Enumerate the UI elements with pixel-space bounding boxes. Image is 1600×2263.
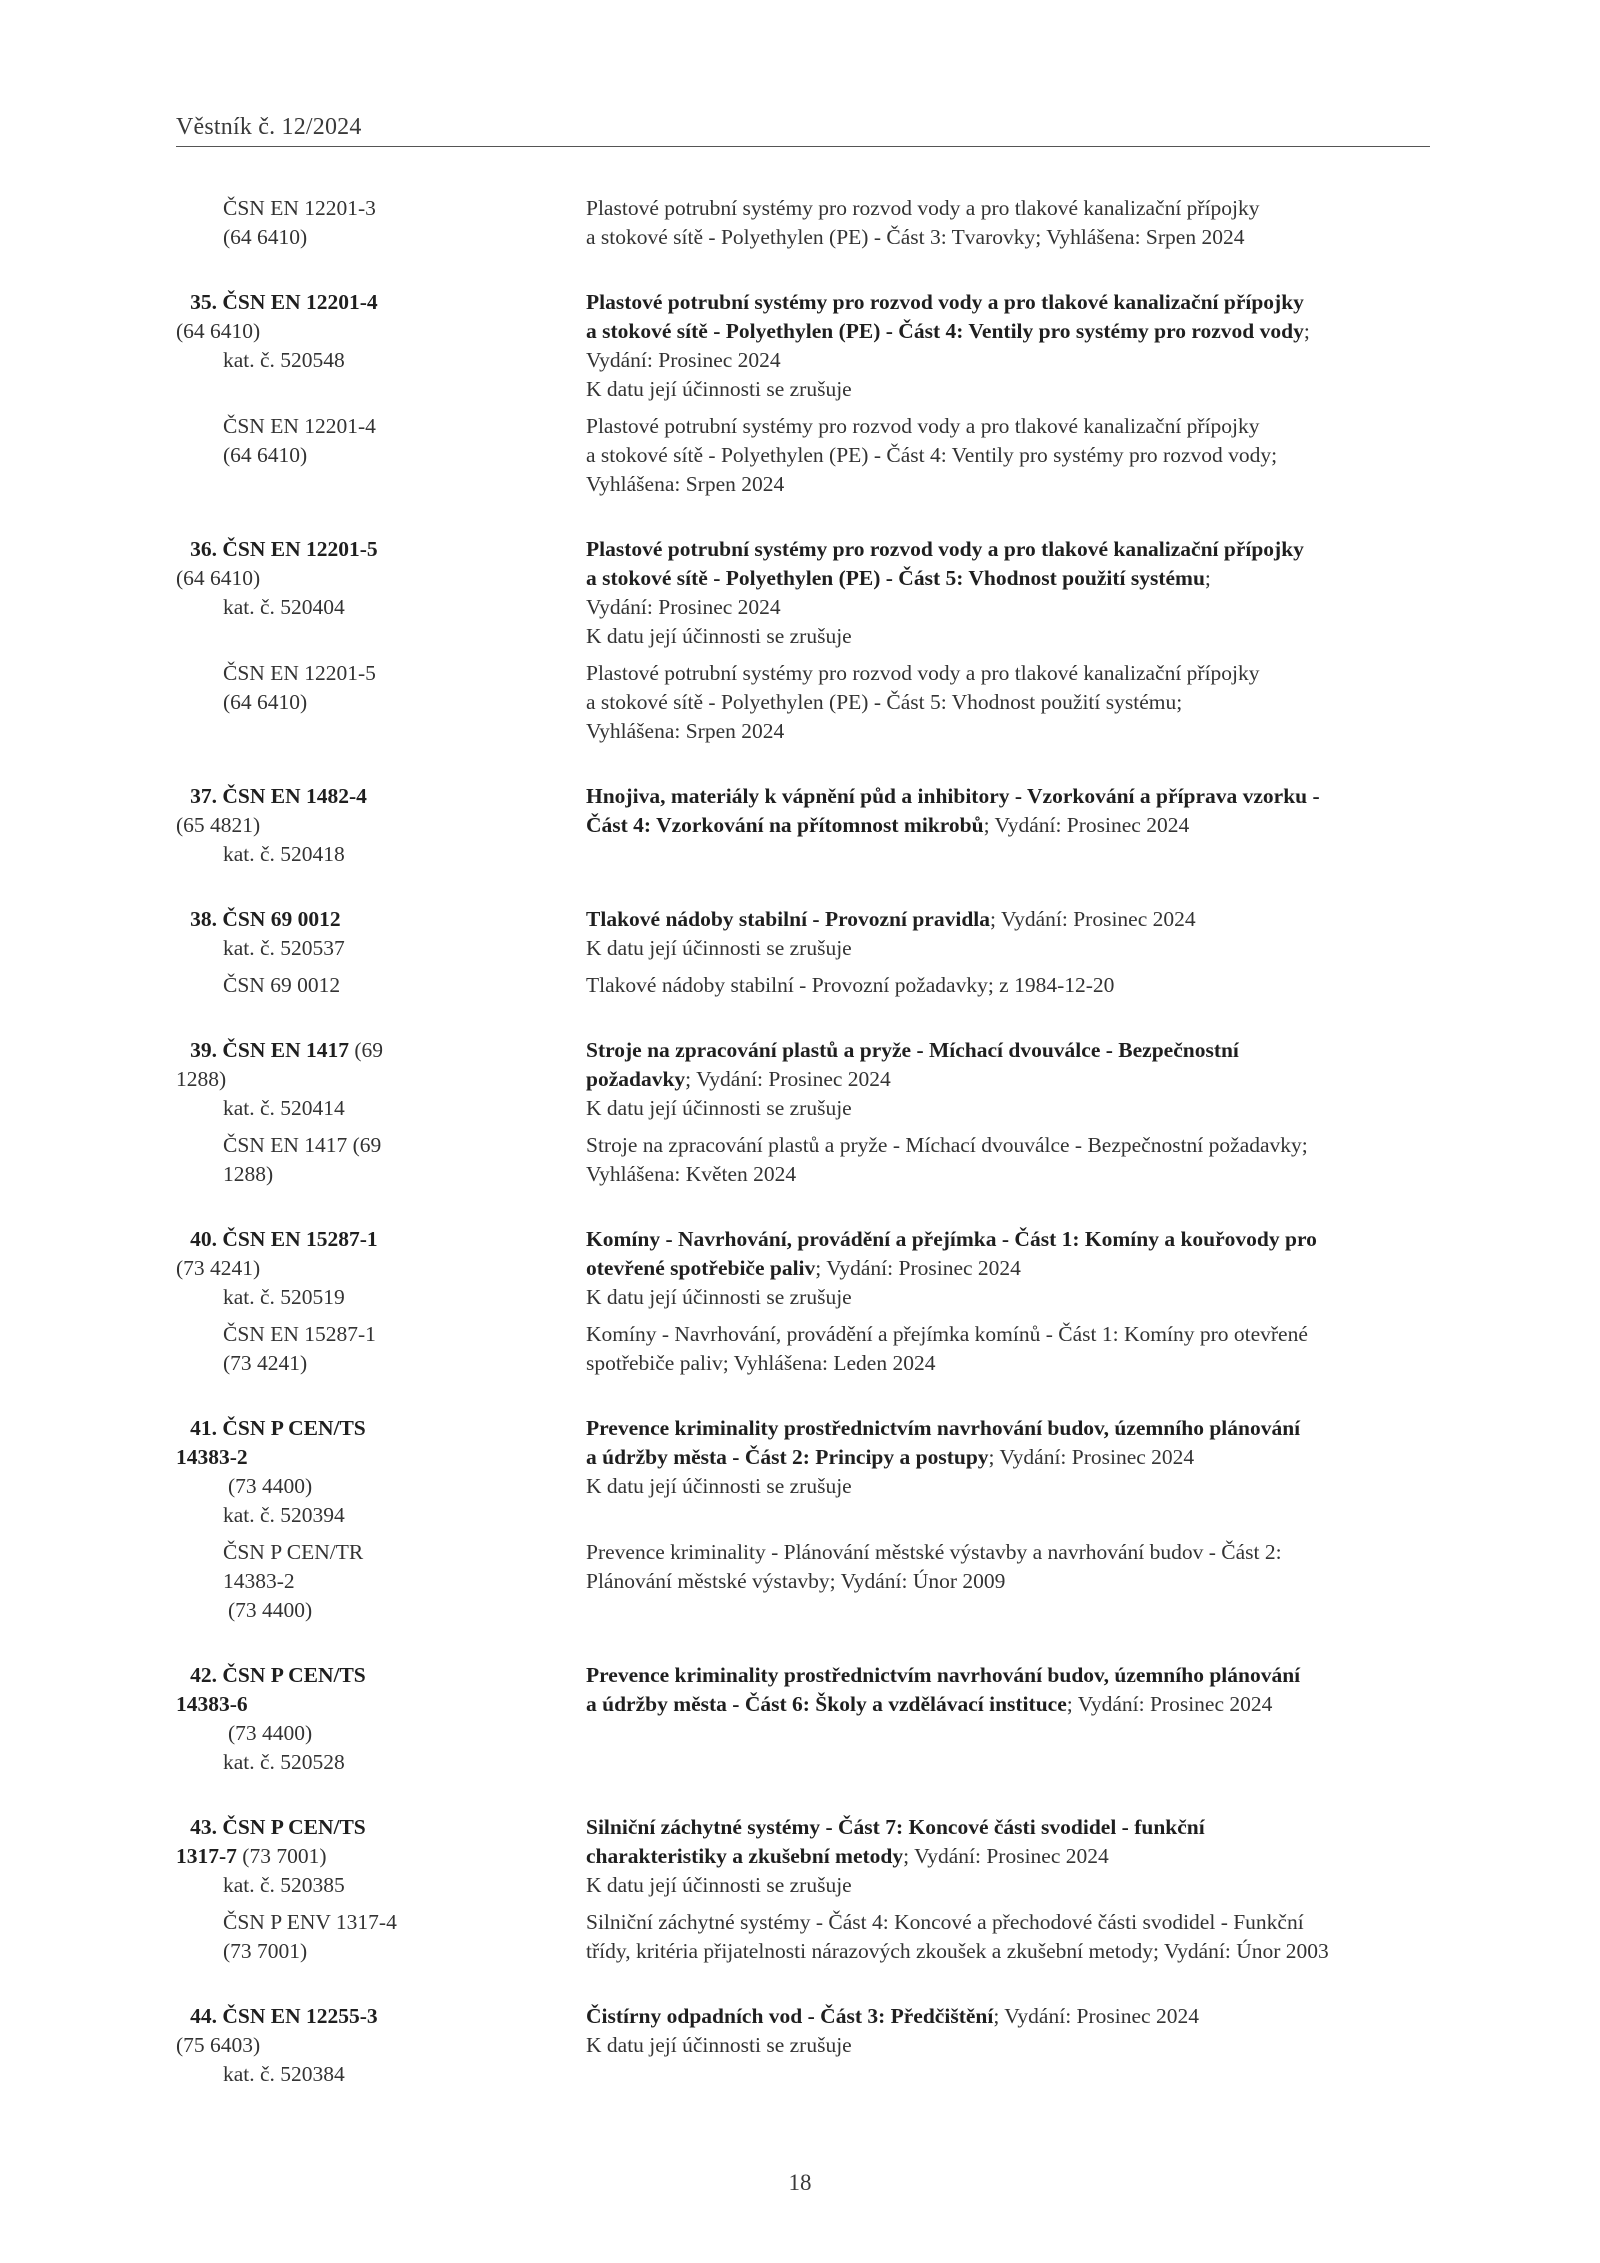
text-line: K datu její účinnosti se zrušuje: [586, 1873, 852, 1897]
text-line: Tlakové nádoby stabilní - Provozní požadavky; z 1984-12-20: [586, 973, 1115, 997]
standard-title-line: [586, 1036, 1446, 1065]
standard-title: charakteristiky a zkušební metody: [586, 1844, 904, 1868]
text-line: Vyhlášena: Květen 2024: [586, 1162, 797, 1186]
catalog-number: kat. č. 520394: [223, 1503, 345, 1527]
designation-line: [176, 1414, 400, 1472]
designation-line: [176, 1036, 400, 1094]
entry-number: 44.: [190, 2004, 217, 2028]
standard-class-number: (73 4241): [176, 1256, 261, 1280]
standard-title-block: [586, 1538, 1446, 1625]
entry-number: 38.: [190, 907, 217, 931]
text-line: a stokové sítě - Polyethylen (PE) - Část 4: Ventily pro systémy pro rozvod vody;: [586, 443, 1278, 467]
replaced-standard-row: [0, 659, 1600, 746]
running-header: Věstník č. 12/2024: [176, 114, 362, 140]
standard-title-line: [586, 535, 1446, 564]
catalog-number: kat. č. 520418: [223, 842, 345, 866]
standard-row: [0, 782, 1600, 869]
standard-title-block: [586, 1225, 1446, 1312]
list-item: [0, 288, 1600, 499]
standard-row: [0, 288, 1600, 404]
standard-title-block: [586, 1661, 1446, 1777]
standard-class-number: (73 4400): [228, 1721, 313, 1745]
text-line: K datu její účinnosti se zrušuje: [586, 936, 852, 960]
standard-title: a stokové sítě - Polyethylen (PE) - Část 4: Ventily pro systémy pro rozvod vody: [586, 319, 1304, 343]
standard-title: Prevence kriminality prostřednictvím navrhování budov, územního plánování: [586, 1416, 1301, 1440]
list-item: [0, 2002, 1600, 2089]
replaced-standard-row: [0, 1908, 1600, 1966]
replaced-standard-row: [0, 1538, 1600, 1625]
standard-title-block: [586, 1414, 1446, 1530]
standard-title-line: [586, 1065, 1446, 1094]
standard-code: ČSN 69 0012: [222, 907, 341, 931]
catalog-number: kat. č. 520548: [223, 348, 345, 372]
standard-title: Část 4: Vzorkování na přítomnost mikrobů: [586, 813, 984, 837]
standard-title-line: [586, 1254, 1446, 1283]
standard-designation: [0, 2002, 400, 2089]
catalog-number: kat. č. 520528: [223, 1750, 345, 1774]
standard-title: otevřené spotřebiče paliv: [586, 1256, 816, 1280]
standard-title-line: [586, 1661, 1446, 1690]
standard-title-block: [586, 194, 1446, 252]
standard-class-number: (73 4400): [228, 1474, 313, 1498]
standard-title-line: [586, 1414, 1446, 1443]
standards-list: [0, 194, 1600, 2125]
standard-class-number: (64 6410): [176, 319, 261, 343]
replaced-standard-code: ČSN EN 12201-3 (64 6410): [223, 196, 376, 249]
text-line: Prevence kriminality - Plánování městské výstavby a navrhování budov - Část 2:: [586, 1540, 1282, 1564]
standard-row: [0, 1414, 1600, 1530]
text-line: Plánování městské výstavby; Vydání: Únor 2009: [586, 1569, 1006, 1593]
standard-row: [0, 1036, 1600, 1123]
issue-info: ; Vydání: Prosinec 2024: [988, 1445, 1195, 1469]
entry-number: 43.: [190, 1815, 217, 1839]
standard-code: ČSN EN 15287-1: [222, 1227, 378, 1251]
standard-title: a údržby města - Část 6: Školy a vzdělávací instituce: [586, 1692, 1067, 1716]
standard-designation: [0, 1225, 400, 1312]
standard-title: Komíny - Navrhování, provádění a přejímka - Část 1: Komíny a kouřovody pro: [586, 1227, 1317, 1251]
standard-class-number: (65 4821): [176, 813, 261, 837]
text-line: Vydání: Prosinec 2024: [586, 595, 781, 619]
entry-number: 37.: [190, 784, 217, 808]
standard-code: ČSN EN 12201-4: [222, 290, 378, 314]
issue-info: ; Vydání: Prosinec 2024: [1066, 1692, 1273, 1716]
replaced-standard-row: [0, 412, 1600, 499]
list-item: [0, 1661, 1600, 1777]
standard-designation: [0, 1414, 400, 1530]
standard-title-block: [586, 288, 1446, 404]
standard-designation: [0, 1538, 400, 1625]
standard-title: a stokové sítě - Polyethylen (PE) - Část 5: Vhodnost použití systému: [586, 566, 1205, 590]
text-line: Stroje na zpracování plastů a pryže - Míchací dvouválce - Bezpečnostní požadavky;: [586, 1133, 1308, 1157]
standard-designation: [0, 194, 400, 252]
issue-info: ; Vydání: Prosinec 2024: [903, 1844, 1109, 1868]
header-rule: [176, 146, 1430, 147]
standard-title-line: [586, 2002, 1446, 2031]
standard-title-block: [586, 659, 1446, 746]
text-line: K datu její účinnosti se zrušuje: [586, 2033, 852, 2057]
standard-designation: [0, 1908, 400, 1966]
text-line: K datu její účinnosti se zrušuje: [586, 1285, 852, 1309]
designation-line: [176, 535, 400, 593]
standard-designation: [0, 1320, 400, 1378]
standard-row: [0, 905, 1600, 963]
standard-title: Plastové potrubní systémy pro rozvod vody a pro tlakové kanalizační přípojky: [586, 537, 1304, 561]
standard-title-line: [586, 288, 1446, 317]
entry-number: 40.: [190, 1227, 217, 1251]
catalog-number: kat. č. 520537: [223, 936, 345, 960]
standard-code: ČSN EN 12255-3: [222, 2004, 378, 2028]
standard-title: Čistírny odpadních vod - Část 3: Předčištění: [586, 2004, 994, 2028]
standard-row: [0, 1661, 1600, 1777]
standard-title: Tlakové nádoby stabilní - Provozní pravidla: [586, 907, 990, 931]
standard-title-line: [586, 1225, 1446, 1254]
standard-title: Prevence kriminality prostřednictvím navrhování budov, územního plánování: [586, 1663, 1301, 1687]
replaced-standard-row: [0, 1131, 1600, 1189]
standard-title: Stroje na zpracování plastů a pryže - Míchací dvouválce - Bezpečnostní: [586, 1038, 1239, 1062]
standard-row: [0, 1813, 1600, 1900]
entry-number: 39.: [190, 1038, 217, 1062]
standard-class-number: (64 6410): [176, 566, 261, 590]
standard-row: [0, 2002, 1600, 2089]
designation-line: [176, 2002, 400, 2060]
text-line: spotřebiče paliv; Vyhlášena: Leden 2024: [586, 1351, 936, 1375]
text-line: Vydání: Prosinec 2024: [586, 348, 781, 372]
standard-title: Plastové potrubní systémy pro rozvod vody a pro tlakové kanalizační přípojky: [586, 290, 1304, 314]
designation-line: [176, 782, 400, 840]
replaced-standard-row: [0, 1320, 1600, 1378]
standard-title-line: [586, 1443, 1446, 1472]
standard-title-block: [586, 1131, 1446, 1189]
standard-code: ČSN EN 1417: [222, 1038, 350, 1062]
entry-number: 42.: [190, 1663, 217, 1687]
standard-row: [0, 535, 1600, 651]
standard-title: a údržby města - Část 2: Principy a postupy: [586, 1445, 989, 1469]
text-line: K datu její účinnosti se zrušuje: [586, 377, 852, 401]
replaced-standard-row: [0, 971, 1600, 1000]
standard-code: ČSN P CEN/TS 14383-2: [176, 1416, 366, 1469]
standard-title-block: [586, 2002, 1446, 2089]
standard-title-block: [586, 1813, 1446, 1900]
entry-number: 41.: [190, 1416, 217, 1440]
issue-info: ; Vydání: Prosinec 2024: [983, 813, 1190, 837]
list-item: [0, 194, 1600, 252]
standard-designation: [0, 412, 400, 499]
catalog-number: kat. č. 520384: [223, 2062, 345, 2086]
list-item: [0, 1414, 1600, 1625]
list-item: [0, 535, 1600, 746]
standard-code: ČSN EN 12201-5: [222, 537, 378, 561]
catalog-number: kat. č. 520385: [223, 1873, 345, 1897]
standard-title-block: [586, 1320, 1446, 1378]
standard-row: [0, 194, 1600, 252]
catalog-number: kat. č. 520404: [223, 595, 345, 619]
standard-title-block: [586, 535, 1446, 651]
list-item: [0, 782, 1600, 869]
designation-line: [176, 1813, 400, 1871]
standard-title-line: [586, 317, 1446, 346]
designation-line: [176, 1661, 400, 1719]
replaced-standard-code: ČSN EN 15287-1 (73 4241): [223, 1322, 376, 1375]
list-item: [0, 1036, 1600, 1189]
list-item: [0, 1813, 1600, 1966]
standard-designation: [0, 535, 400, 651]
standard-class-number: (75 6403): [176, 2033, 261, 2057]
standard-title: požadavky: [586, 1067, 686, 1091]
text-line: Plastové potrubní systémy pro rozvod vody a pro tlakové kanalizační přípojky: [586, 196, 1260, 220]
list-item: [0, 1225, 1600, 1378]
text-line: K datu její účinnosti se zrušuje: [586, 1474, 852, 1498]
standard-class-number: (69 1288): [176, 1038, 384, 1091]
standard-designation: [0, 971, 400, 1000]
standard-title-line: [586, 1690, 1446, 1719]
standard-title-line: [586, 811, 1446, 840]
standard-title-block: [586, 971, 1446, 1000]
entry-number: 36.: [190, 537, 217, 561]
standard-designation: [0, 1131, 400, 1189]
standard-title-block: [586, 412, 1446, 499]
issue-info: ; Vydání: Prosinec 2024: [815, 1256, 1021, 1280]
standard-title-line: [586, 782, 1446, 811]
issue-info: ;: [1204, 566, 1211, 590]
standard-code: ČSN P CEN/TS 1317-7: [176, 1815, 366, 1868]
text-line: Vyhlášena: Srpen 2024: [586, 719, 785, 743]
standard-designation: [0, 905, 400, 963]
catalog-number: kat. č. 520519: [223, 1285, 345, 1309]
text-line: Vyhlášena: Srpen 2024: [586, 472, 785, 496]
standard-title-line: [586, 905, 1446, 934]
standard-title-block: [586, 1036, 1446, 1123]
standard-designation: [0, 782, 400, 869]
text-line: a stokové sítě - Polyethylen (PE) - Část 3: Tvarovky; Vyhlášena: Srpen 2024: [586, 225, 1245, 249]
replaced-standard-code: ČSN EN 12201-5 (64 6410): [223, 661, 376, 714]
standard-title-line: [586, 1813, 1446, 1842]
page-number: 18: [788, 2170, 812, 2195]
replaced-standard-code: ČSN EN 1417 (69 1288): [223, 1133, 382, 1186]
standard-title-block: [586, 1908, 1446, 1966]
standard-title-block: [586, 905, 1446, 963]
issue-info: ;: [1303, 319, 1310, 343]
text-line: třídy, kritéria přijatelnosti nárazových zkoušek a zkušební metody; Vydání: Únor 2003: [586, 1939, 1329, 1963]
standard-designation: [0, 288, 400, 404]
text-line: Plastové potrubní systémy pro rozvod vody a pro tlakové kanalizační přípojky: [586, 661, 1260, 685]
catalog-number: kat. č. 520414: [223, 1096, 345, 1120]
standard-title-block: [586, 782, 1446, 869]
list-item: [0, 905, 1600, 1000]
standard-title: Silniční záchytné systémy - Část 7: Koncové části svodidel - funkční: [586, 1815, 1205, 1839]
standard-title-line: [586, 1842, 1446, 1871]
standard-designation: [0, 1661, 400, 1777]
text-line: K datu její účinnosti se zrušuje: [586, 1096, 852, 1120]
standard-title: Hnojiva, materiály k vápnění půd a inhibitory - Vzorkování a příprava vzorku -: [586, 784, 1320, 808]
standard-code: ČSN P CEN/TS 14383-6: [176, 1663, 366, 1716]
designation-line: [176, 905, 400, 934]
designation-line: [176, 1225, 400, 1283]
standard-code: ČSN EN 1482-4: [222, 784, 367, 808]
standard-row: [0, 1225, 1600, 1312]
entry-number: 35.: [190, 290, 217, 314]
text-line: a stokové sítě - Polyethylen (PE) - Část 5: Vhodnost použití systému;: [586, 690, 1183, 714]
designation-line: [176, 288, 400, 346]
text-line: Plastové potrubní systémy pro rozvod vody a pro tlakové kanalizační přípojky: [586, 414, 1260, 438]
issue-info: ; Vydání: Prosinec 2024: [990, 907, 1196, 931]
standard-designation: [0, 1036, 400, 1123]
standard-title-line: [586, 564, 1446, 593]
text-line: Komíny - Navrhování, provádění a přejímka komínů - Část 1: Komíny pro otevřené: [586, 1322, 1308, 1346]
replaced-standard-code: ČSN P ENV 1317-4 (73 7001): [223, 1910, 397, 1963]
issue-info: ; Vydání: Prosinec 2024: [993, 2004, 1199, 2028]
standard-designation: [0, 1813, 400, 1900]
text-line: K datu její účinnosti se zrušuje: [586, 624, 852, 648]
text-line: Silniční záchytné systémy - Část 4: Koncové a přechodové části svodidel - Funkční: [586, 1910, 1304, 1934]
replaced-standard-code: ČSN EN 12201-4 (64 6410): [223, 414, 376, 467]
standard-designation: [0, 659, 400, 746]
replaced-standard-class-number: (73 4400): [228, 1598, 313, 1622]
standard-class-number: (73 7001): [236, 1844, 327, 1868]
replaced-standard-code: ČSN P CEN/TR 14383-2: [223, 1540, 364, 1593]
replaced-standard-code: ČSN 69 0012: [223, 973, 341, 997]
issue-info: ; Vydání: Prosinec 2024: [685, 1067, 891, 1091]
